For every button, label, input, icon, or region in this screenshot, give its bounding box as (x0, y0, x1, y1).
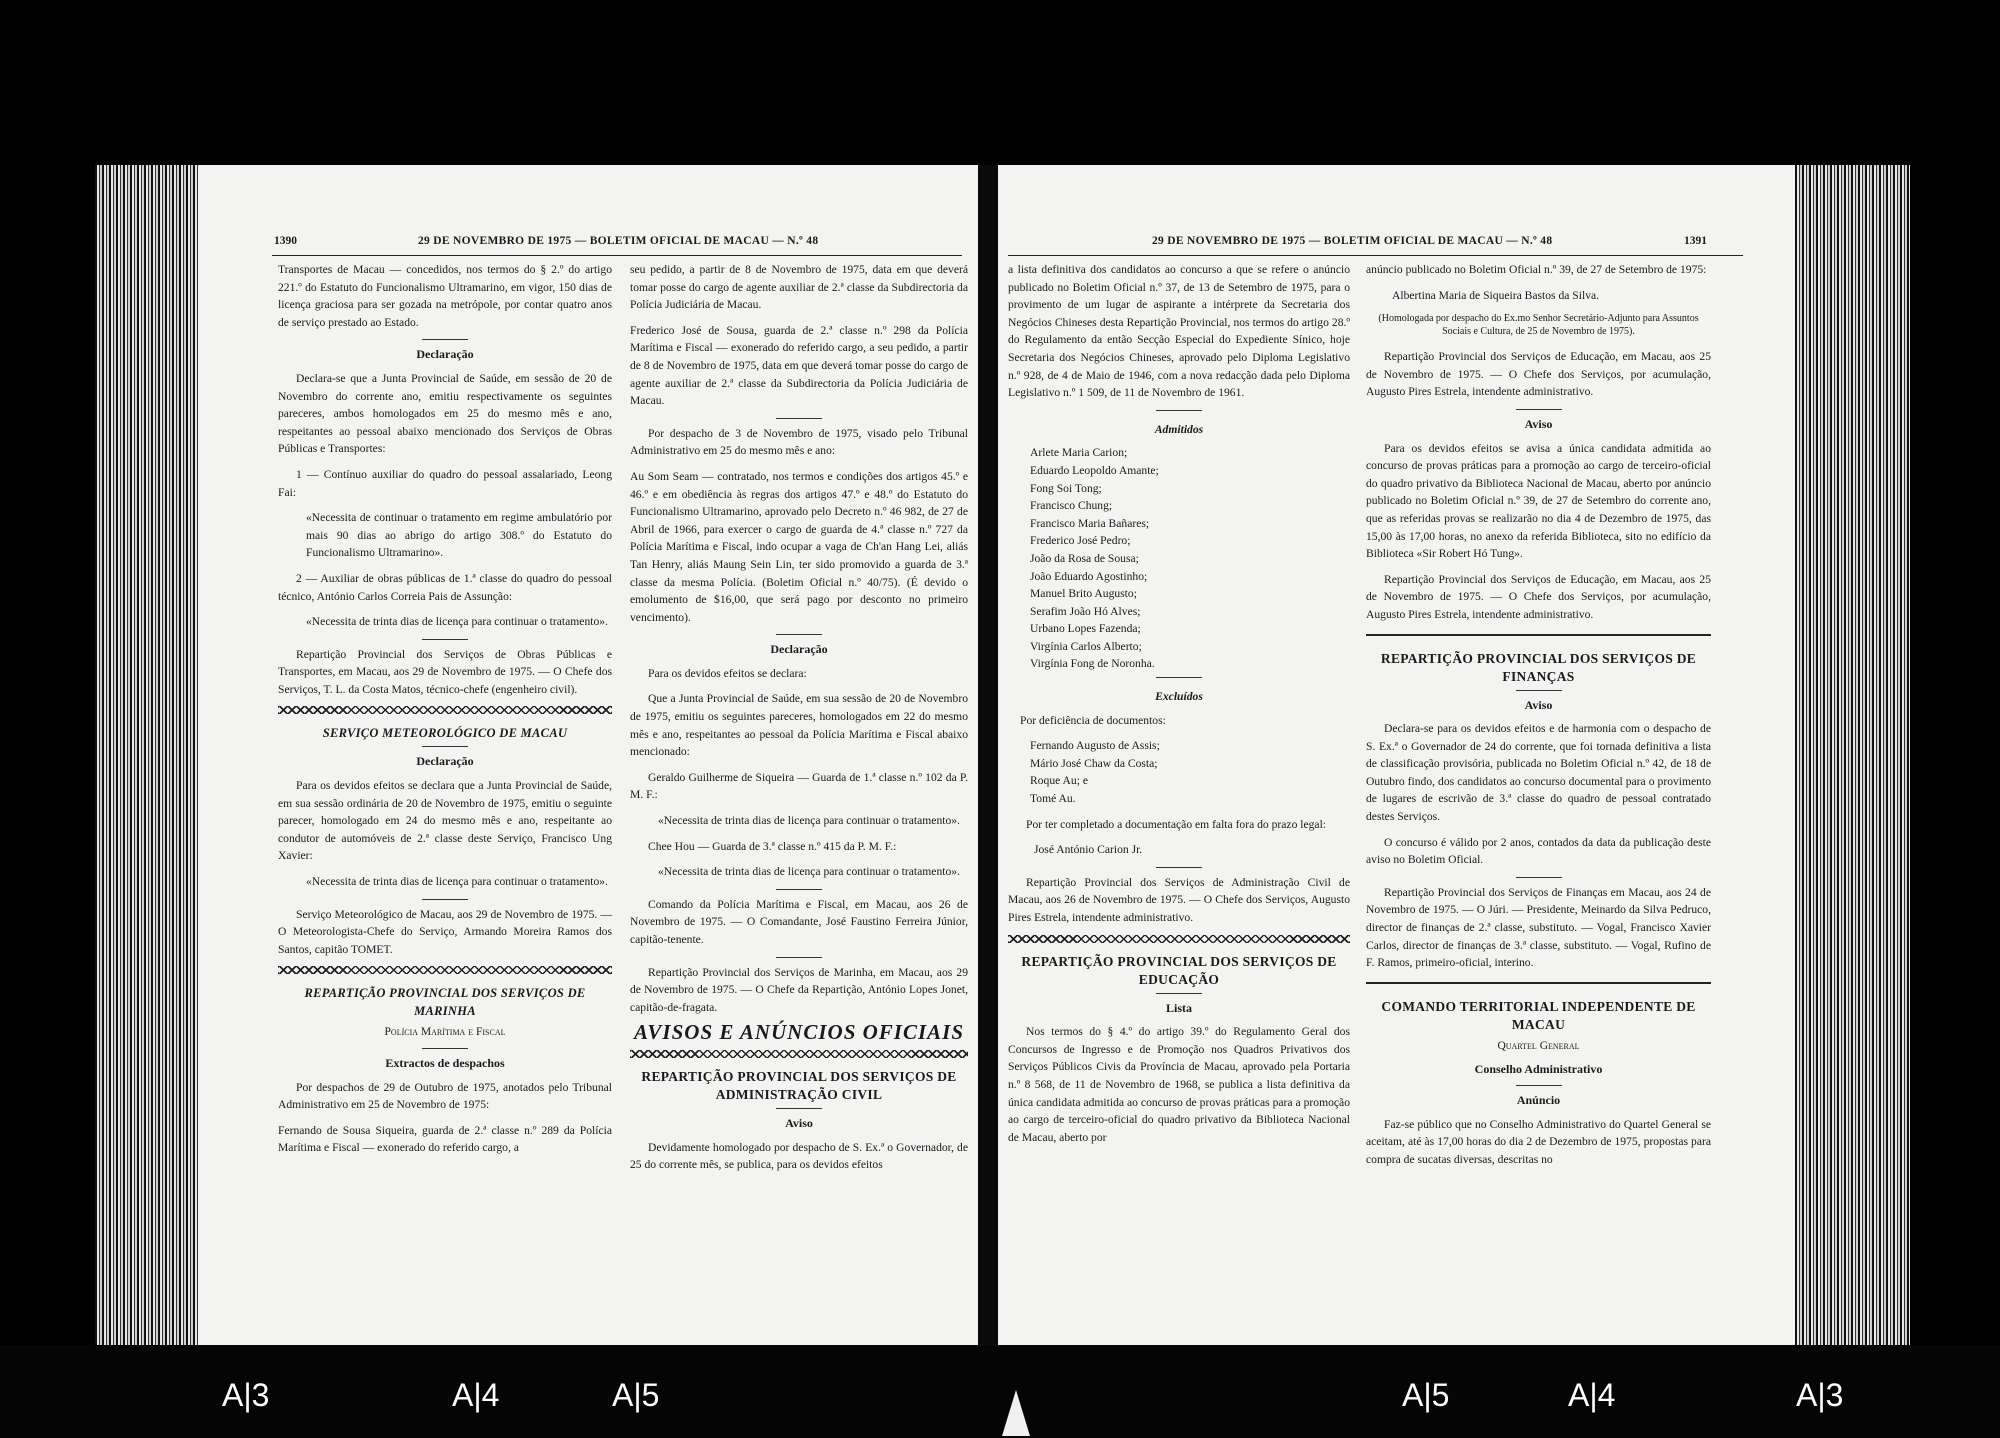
paragraph: Albertina Maria de Siqueira Bastos da Silva. (1392, 288, 1600, 302)
list-item: Francisco Chung; (1030, 499, 1113, 513)
section-heading: Declaração (770, 642, 828, 657)
list-item: Urbano Lopes Fazenda; (1030, 622, 1141, 636)
list-item: Tomé Au. (1030, 792, 1076, 806)
film-strip-bottom (0, 1345, 2000, 1438)
list-item: Virgínia Fong de Noronha. (1030, 657, 1155, 671)
page-number: 1391 (1684, 235, 1707, 247)
paragraph: Por despachos de 29 de Outubro de 1975, anotados pelo Tribunal Administrativo em 25 de Novembro de 1975: (278, 1080, 612, 1112)
section-title: REPARTIÇÃO PROVINCIAL DOS SERVIÇOS DE MARINHA (304, 986, 586, 1019)
section-heading: Declaração (416, 347, 474, 362)
paragraph: Declara-se que a Junta Provincial de Saúde, em sessão de 20 de Novembro do corrente ano, emitiu respectivamente os seguintes pareceres, ambos homologados em 25 do mesmo mês e ano, respeitantes ao pessoal abaixo mencionado dos Serviços de Obras Públicas e Transportes: (278, 371, 612, 456)
paragraph: Nos termos do § 4.º do artigo 39.º do Regulamento Geral dos Concursos de Ingresso e de Promoção nos Quadros Privativos dos Serviços Públicos Civis da Província de Macau, aprovado pela Portaria n.º 8 568, de 11 de Novembro de 1968, se publica a lista definitiva da única candidata admitida ao concurso de provas práticas para a promoção ao cargo de terceiro-oficial do quadro privativo da Biblioteca Nacional de Macau, aberto por (1008, 1025, 1350, 1144)
paragraph: 1 — Contínuo auxiliar do quadro do pessoal assalariado, Leong Fai: (278, 467, 612, 499)
list-item: Arlete Maria Carion; (1030, 446, 1128, 460)
short-rule (776, 418, 822, 419)
book-spine (978, 165, 998, 1345)
film-label: A|4 (1568, 1377, 1616, 1413)
quote: «Necessita de trinta dias de licença para continuar o tratamento». (306, 615, 608, 629)
list-item: Eduardo Leopoldo Amante; (1030, 463, 1159, 477)
section-heading: Excluídos (1155, 690, 1203, 704)
list-item: José António Carion Jr. (1034, 843, 1143, 857)
list-item: Manuel Brito Augusto; (1030, 587, 1137, 601)
list-item: Serafim João Hó Alves; (1030, 604, 1141, 618)
paragraph: Que a Junta Provincial de Saúde, em sua sessão de 20 de Novembro de 1975, emitiu os seguintes pareceres, homologados em 22 do mesmo mês e ano, respeitantes ao pessoal da Polícia Marítima e Fiscal abaixo mencionado: (630, 692, 968, 759)
short-rule (776, 889, 822, 890)
paragraph: Para os devidos efeitos se avisa a única candidata admitida ao concurso de provas práticas para a promoção ao cargo de terceiro-oficial do quadro privativo da Biblioteca Nacional de Macau, aberto por anúncio publicado no Boletim Oficial n.º 39, de 27 de Setembro do corrente ano, que as referidas provas se realizarão no dia 4 de Dezembro de 1975, das 15,00 às 17,00 horas, no anexo da referida Biblioteca, sito no edifício da Biblioteca «Sir Robert Hó Tung». (1366, 441, 1711, 561)
paragraph: seu pedido, a partir de 8 de Novembro de 1975, data em que deverá tomar posse do cargo de agente auxiliar de 2.ª classe da Subdirectoria da Polícia Judiciária de Macau. (630, 263, 968, 312)
paragraph: Para os devidos efeitos se declara: (648, 666, 807, 680)
short-rule (1156, 993, 1202, 994)
quote: «Necessita de trinta dias de licença para continuar o tratamento». (658, 865, 960, 879)
header-rule (1008, 255, 1743, 256)
running-header: 29 DE NOVEMBRO DE 1975 — BOLETIM OFICIAL DE MACAU — N.º 48 (418, 235, 819, 247)
section-title: SERVIÇO METEOROLÓGICO DE MACAU (322, 726, 568, 741)
subsection-title: Polícia Marítima e Fiscal (384, 1026, 506, 1039)
short-rule (1516, 409, 1562, 410)
paragraph: Por deficiência de documentos: (1020, 713, 1166, 727)
short-rule (422, 899, 468, 900)
film-label: A|4 (452, 1377, 500, 1413)
short-rule (776, 634, 822, 635)
list-item: Francisco Maria Bañares; (1030, 516, 1150, 530)
list-item: João da Rosa de Sousa; (1030, 551, 1139, 565)
list-item: Virgínia Carlos Alberto; (1030, 639, 1142, 653)
header-rule (272, 255, 962, 256)
excluded-list (1008, 737, 1350, 807)
paragraph: Au Som Seam — contratado, nos termos e condições dos artigos 45.º e 46.º e em obediência às regras dos artigos 47.º e 48.º do Estatuto do Funcionalismo Ultramarino, aprovado pelo Decreto n.º 46 982, de 27 de Abril de 1966, para exercer o cargo de guarda de 4.ª classe n.º 727 da Polícia Marítima e Fiscal, indo ocupar a vaga de Ch'an Hang Lei, aliás Tan Henry, aliás Maung Sein Lin, ter sido promovido a guarda de 3.ª classe da mesma Polícia. (Boletim Oficial n.º 40/75). (É devido o emolumento de $16,00, que será pago por desconto no primeiro vencimento). (630, 469, 968, 624)
short-rule (422, 339, 468, 340)
short-rule (1516, 690, 1562, 691)
list-item: João Eduardo Agostinho; (1030, 569, 1148, 583)
right-page (998, 165, 1795, 1345)
ornamental-divider (278, 966, 612, 974)
paragraph: Por ter completado a documentação em falta fora do prazo legal: (1026, 817, 1327, 831)
paragraph: O concurso é válido por 2 anos, contados da data da publicação deste aviso no Boletim Oficial. (1366, 835, 1711, 867)
short-rule (1516, 1085, 1562, 1086)
list-item: Fernando Augusto de Assis; (1030, 739, 1160, 753)
signature-paragraph: Comando da Polícia Marítima e Fiscal, em Macau, aos 26 de Novembro de 1975. — O Comandante, José Faustino Ferreira Júnior, capitão-tenente. (630, 897, 968, 946)
section-title: REPARTIÇÃO PROVINCIAL DOS SERVIÇOS DE ADMINISTRAÇÃO CIVIL (641, 1068, 957, 1102)
short-rule (422, 746, 468, 747)
running-header: 29 DE NOVEMBRO DE 1975 — BOLETIM OFICIAL DE MACAU — N.º 48 (1152, 235, 1553, 247)
paragraph: Frederico José de Sousa, guarda de 2.ª classe n.º 298 da Polícia Marítima e Fiscal — exonerado do referido cargo, a seu pedido, a partir de 8 de Novembro de 1975, data em que deverá tomar posse do cargo de agente auxiliar de 2.ª classe da Subdirectoria da Polícia Judiciária de Macau. (630, 323, 968, 408)
paragraph: Faz-se público que no Conselho Administrativo do Quartel General se aceitam, até às 17,00 horas do dia 2 de Dezembro de 1975, propostas para compra de sucatas diversas, descritas no (1366, 1117, 1711, 1166)
section-heading: Anúncio (1516, 1093, 1561, 1107)
signature-paragraph: Repartição Provincial dos Serviços de Finanças em Macau, aos 24 de Novembro de 1975. — O Júri. — Presidente, Meinardo da Silva Pedruco, director de finanças de 2.ª classe, substituto. — Vogal, Francisco Xavier Carlos, director de finanças de 3.ª classe, substituto. — Vogal, Rufino de F. Ramos, primeiro-oficial, interino. (1366, 885, 1711, 970)
film-label: A|3 (222, 1377, 270, 1413)
ornamental-divider (1008, 935, 1350, 943)
section-heading: Aviso (1524, 416, 1553, 431)
signature-paragraph: Repartição Provincial dos Serviços de Obras Públicas e Transportes, em Macau, aos 29 de Novembro de 1975. — O Chefe dos Serviços, T. L. da Costa Matos, técnico-chefe (engenheiro civil). (278, 647, 612, 696)
paragraph: a lista definitiva dos candidatos ao concurso a que se refere o anúncio publicado no Boletim Oficial n.º 37, de 13 de Setembro de 1975, para o provimento de um lugar de aspirante a intérprete da Secretaria dos Negócios Chineses desta Repartição Provincial, nos termos do artigo 28.º do Regulamento da então Secção Especial do Expediente Sínico, hoje Secretaria dos Negócios Chineses, aprovado pelo Diploma Legislativo n.º 928, de 4 de Maio de 1946, com a nova redacção dada pelo Diploma Legislativo n.º 1 509, de 11 de Novembro de 1961. (1008, 263, 1350, 400)
short-rule (1156, 410, 1202, 411)
left-page-edge (95, 165, 200, 1345)
section-heading: Extractos de despachos (385, 1056, 505, 1070)
section-heading: Aviso (1524, 697, 1553, 712)
signature-paragraph: Serviço Meteorológico de Macau, aos 29 de Novembro de 1975. — O Meteorologista-Chefe do Serviço, Armando Moreira Ramos dos Santos, capitão TOMET. (278, 907, 612, 956)
right-column-2 (1366, 261, 1711, 1176)
paragraph: Transportes de Macau — concedidos, nos termos do § 2.º do artigo 221.º do Estatuto do Funcionalismo Ultramarino, em vigor, 150 dias de licença graciosa para ser gozada na metrópole, por contar quatro anos de serviço prestado ao Estado. (278, 263, 612, 329)
signature-paragraph: Repartição Provincial dos Serviços de Marinha, em Macau, aos 29 de Novembro de 1975. — O Chefe da Repartição, António Lopes Jonet, capitão-de-fragata. (630, 965, 968, 1014)
film-label: A|5 (1402, 1377, 1450, 1413)
film-label: A|3 (1796, 1377, 1844, 1413)
note: (Homologada por despacho do Ex.mo Senhor Secretário-Adjunto para Assuntos Sociais e Cultura, de 25 de Novembro de 1975). (1378, 313, 1699, 338)
section-heading: Admitidos (1154, 422, 1204, 436)
quote: «Necessita de trinta dias de licença para continuar o tratamento». (658, 814, 960, 828)
paragraph: Para os devidos efeitos se declara que a Junta Provincial de Saúde, em sua sessão ordinária de 20 de Novembro de 1975, emitiu o seguinte parecer, homologado em 24 do mesmo mês e ano, respeitante ao condutor de automóveis de 2.ª classe deste Serviço, Francisco Ung Xavier: (278, 779, 612, 863)
film-label: A|5 (612, 1377, 660, 1413)
left-page-header (198, 235, 978, 253)
short-rule (1156, 867, 1202, 868)
short-rule (422, 1048, 468, 1049)
section-banner: AVISOS E ANÚNCIOS OFICIAIS (633, 1020, 965, 1045)
list-item: Frederico José Pedro; (1030, 534, 1131, 548)
ornamental-divider (278, 706, 612, 714)
section-heading: Declaração (416, 754, 474, 769)
short-rule (776, 1108, 822, 1109)
section-divider (1366, 634, 1711, 636)
right-page-edge (1795, 165, 1910, 1345)
section-heading: Conselho Administrativo (1474, 1062, 1603, 1077)
ornamental-divider (630, 1050, 968, 1058)
paragraph: Devidamente homologado por despacho de S. Ex.ª o Governador, de 25 do corrente mês, se publica, para os devidos efeitos (630, 1140, 968, 1172)
paragraph: Declara-se para os devidos efeitos e de harmonia com o despacho de S. Ex.ª o Governador de 24 do corrente, que foi tornada definitiva a lista de classificação provisória, publicada no Boletim Oficial n.º 42, de 18 de Outubro findo, dos candidatos ao concurso documental para o provimento de lugares de escrivão de 3.ª classe do quadro de pessoal contratado destes Serviços. (1366, 722, 1711, 824)
section-heading: Aviso (785, 1115, 813, 1130)
paragraph: Chee Hou — Guarda de 3.ª classe n.º 415 da P. M. F.: (648, 839, 897, 853)
short-rule (422, 639, 468, 640)
paragraph: Fernando de Sousa Siqueira, guarda de 2.ª classe n.º 289 da Polícia Marítima e Fiscal — exonerado do referido cargo, a (278, 1123, 612, 1155)
short-rule (776, 957, 822, 958)
right-page-header (998, 235, 1795, 253)
left-column-2 (630, 261, 968, 1182)
left-page (198, 165, 978, 1345)
admitted-list (1008, 444, 1350, 673)
section-title: COMANDO TERRITORIAL INDEPENDENTE DE MACAU (1381, 998, 1696, 1032)
quote: «Necessita de trinta dias de licença para continuar o tratamento». (306, 875, 608, 889)
short-rule (1516, 877, 1562, 878)
section-title: REPARTIÇÃO PROVINCIAL DOS SERVIÇOS DE FINANÇAS (1380, 650, 1697, 684)
signature-paragraph: Repartição Provincial dos Serviços de Administração Civil de Macau, aos 26 de Novembro de 1975. — O Chefe dos Serviços, Augusto Pires Estrela, intendente administrativo. (1008, 875, 1350, 924)
section-title: REPARTIÇÃO PROVINCIAL DOS SERVIÇOS DE EDUCAÇÃO (1021, 953, 1337, 987)
right-column-1 (1008, 261, 1350, 1154)
paragraph: anúncio publicado no Boletim Oficial n.º 39, de 27 de Setembro de 1975: (1366, 263, 1707, 276)
paragraph: Geraldo Guilherme de Siqueira — Guarda de 1.ª classe n.º 102 da P. M. F.: (630, 770, 968, 802)
paragraph: Por despacho de 3 de Novembro de 1975, visado pelo Tribunal Administrativo em 25 do mesmo mês e ano: (630, 426, 968, 458)
section-divider (1366, 982, 1711, 984)
subsection-title: Quartel General (1497, 1039, 1580, 1052)
paragraph: 2 — Auxiliar de obras públicas de 1.ª classe do quadro do pessoal técnico, António Carlos Correia Pais de Assunção: (278, 571, 612, 603)
signature-paragraph: Repartição Provincial dos Serviços de Educação, em Macau, aos 25 de Novembro de 1975. — O Chefe dos Serviços, por acumulação, Augusto Pires Estrela, intendente administrativo. (1366, 350, 1711, 399)
page-number: 1390 (274, 235, 297, 247)
signature-paragraph: Repartição Provincial dos Serviços de Educação, em Macau, aos 25 de Novembro de 1975. — O Chefe dos Serviços, por acumulação, Augusto Pires Estrela, intendente administrativo. (1366, 572, 1711, 621)
left-column-1 (278, 261, 612, 1165)
list-item: Roque Au; e (1030, 774, 1088, 788)
list-item: Mário José Chaw da Costa; (1030, 756, 1158, 770)
spine-marker-icon (1002, 1390, 1030, 1436)
section-heading: Lista (1165, 1000, 1192, 1015)
list-item: Fong Soi Tong; (1030, 481, 1102, 495)
quote: «Necessita de continuar o tratamento em regime ambulatório por mais 90 dias ao abrigo do artigo 308.º do Estatuto do Funcionalismo Ultramarino». (306, 511, 612, 560)
short-rule (1156, 677, 1202, 678)
